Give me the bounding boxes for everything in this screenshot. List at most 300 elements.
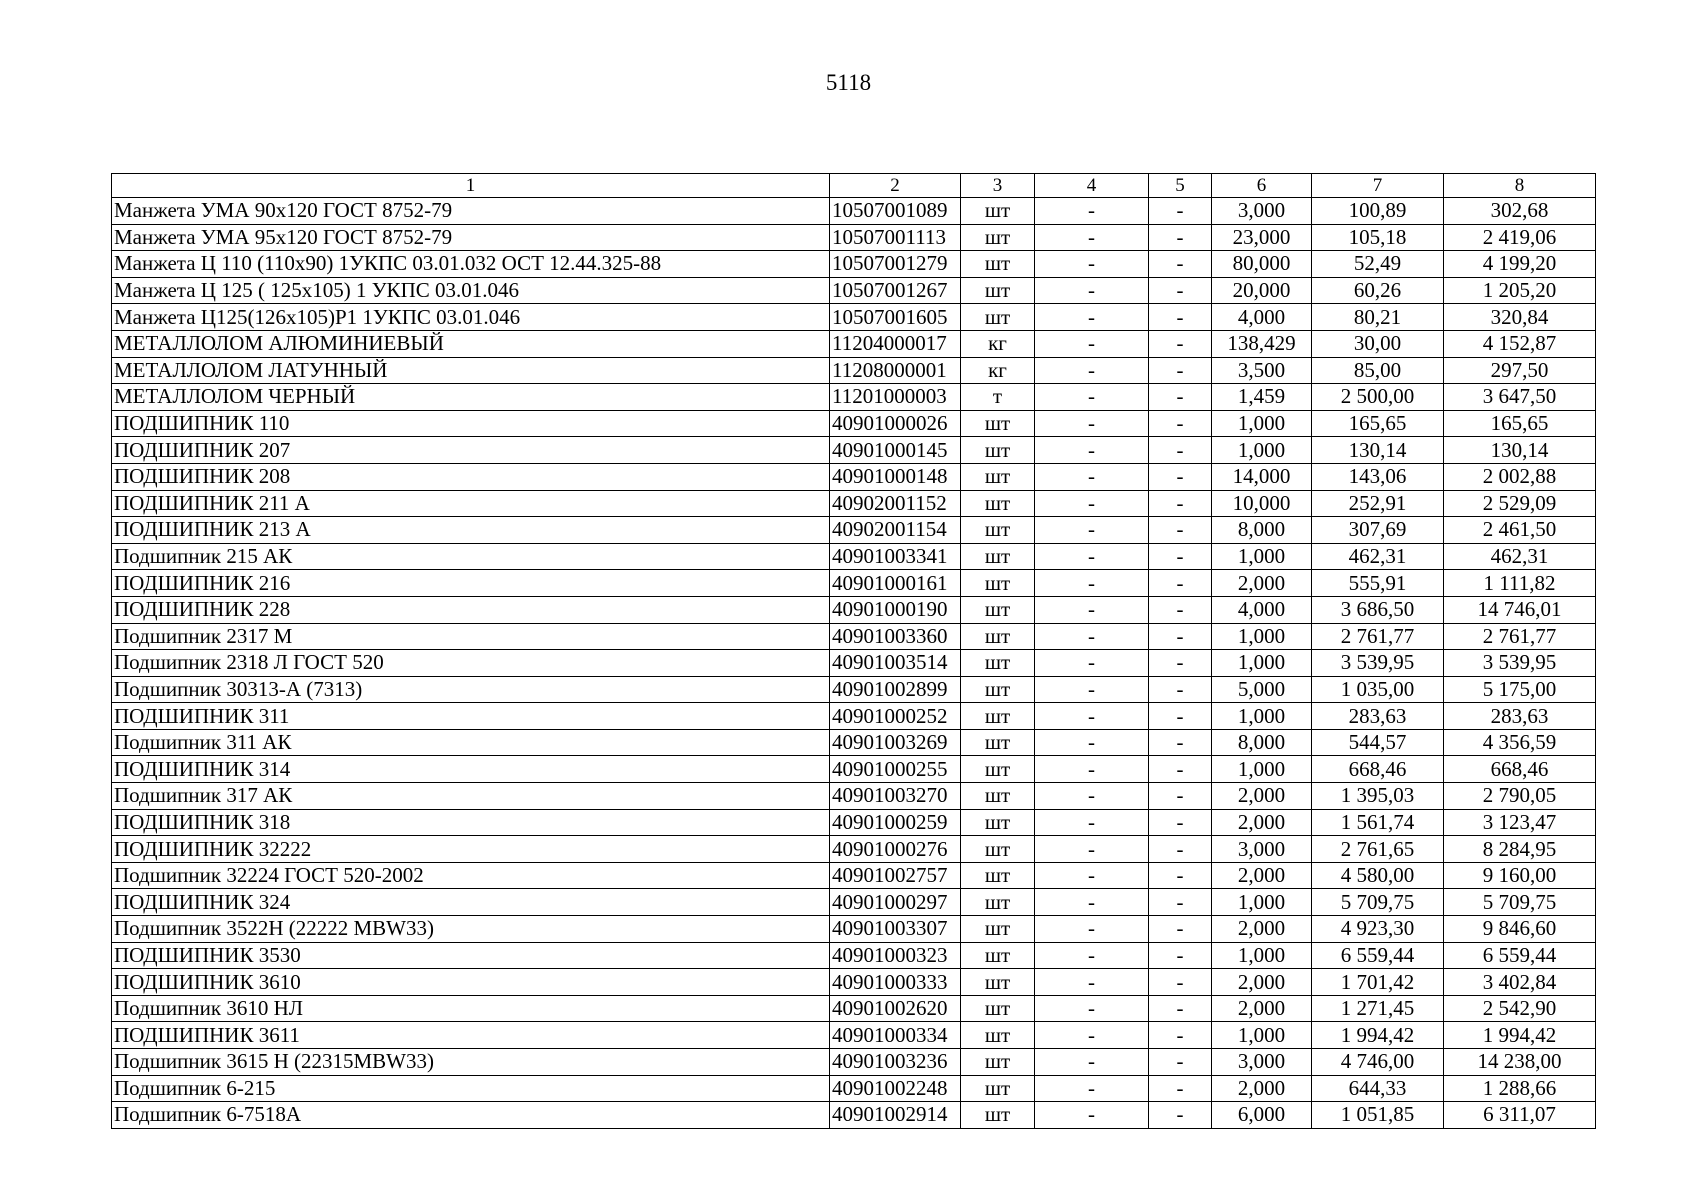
item-name-cell: ПОДШИПНИК 32222 <box>112 836 830 863</box>
col5-cell: - <box>1149 330 1212 357</box>
col4-cell: - <box>1035 357 1149 384</box>
col4-cell: - <box>1035 650 1149 677</box>
item-code-cell: 40901000276 <box>830 836 961 863</box>
sum-cell: 668,46 <box>1444 756 1596 783</box>
col5-cell: - <box>1149 969 1212 996</box>
quantity-cell: 4,000 <box>1212 304 1312 331</box>
col4-cell: - <box>1035 942 1149 969</box>
quantity-cell: 3,000 <box>1212 836 1312 863</box>
col5-cell: - <box>1149 676 1212 703</box>
table-row <box>112 862 1596 889</box>
table-row <box>112 543 1596 570</box>
col4-cell: - <box>1035 543 1149 570</box>
quantity-cell: 1,000 <box>1212 623 1312 650</box>
col4-cell: - <box>1035 623 1149 650</box>
sum-cell: 130,14 <box>1444 437 1596 464</box>
quantity-cell: 5,000 <box>1212 676 1312 703</box>
item-code-cell: 11201000003 <box>830 384 961 411</box>
item-name-cell: ПОДШИПНИК 318 <box>112 809 830 836</box>
col5-cell: - <box>1149 650 1212 677</box>
col5-cell: - <box>1149 490 1212 517</box>
price-cell: 462,31 <box>1312 543 1444 570</box>
col5-cell: - <box>1149 357 1212 384</box>
price-cell: 100,89 <box>1312 198 1444 225</box>
quantity-cell: 6,000 <box>1212 1102 1312 1129</box>
quantity-cell: 2,000 <box>1212 570 1312 597</box>
unit-cell: шт <box>961 995 1035 1022</box>
col4-cell: - <box>1035 517 1149 544</box>
sum-cell: 3 402,84 <box>1444 969 1596 996</box>
quantity-cell: 3,000 <box>1212 1049 1312 1076</box>
table-row <box>112 676 1596 703</box>
unit-cell: шт <box>961 916 1035 943</box>
item-code-cell: 10507001267 <box>830 277 961 304</box>
col4-cell: - <box>1035 1049 1149 1076</box>
table-row <box>112 995 1596 1022</box>
price-cell: 1 701,42 <box>1312 969 1444 996</box>
sum-cell: 5 175,00 <box>1444 676 1596 703</box>
item-code-cell: 40901000145 <box>830 437 961 464</box>
unit-cell: шт <box>961 1075 1035 1102</box>
item-name-cell: ПОДШИПНИК 216 <box>112 570 830 597</box>
sum-cell: 2 419,06 <box>1444 224 1596 251</box>
col5-cell: - <box>1149 756 1212 783</box>
item-code-cell: 40901003269 <box>830 729 961 756</box>
price-cell: 143,06 <box>1312 463 1444 490</box>
sum-cell: 165,65 <box>1444 410 1596 437</box>
item-code-cell: 10507001605 <box>830 304 961 331</box>
item-name-cell: Подшипник 317 АК <box>112 783 830 810</box>
item-code-cell: 10507001279 <box>830 251 961 278</box>
item-name-cell: Подшипник 6-215 <box>112 1075 830 1102</box>
page-number: 5118 <box>825 70 872 95</box>
col5-cell: - <box>1149 1102 1212 1129</box>
sum-cell: 2 542,90 <box>1444 995 1596 1022</box>
price-cell: 4 580,00 <box>1312 862 1444 889</box>
col4-cell: - <box>1035 1102 1149 1129</box>
sum-cell: 8 284,95 <box>1444 836 1596 863</box>
sum-cell: 3 123,47 <box>1444 809 1596 836</box>
sum-cell: 2 002,88 <box>1444 463 1596 490</box>
price-cell: 307,69 <box>1312 517 1444 544</box>
item-code-cell: 40902001154 <box>830 517 961 544</box>
item-name-cell: МЕТАЛЛОЛОМ ЧЕРНЫЙ <box>112 384 830 411</box>
item-code-cell: 40901000026 <box>830 410 961 437</box>
item-code-cell: 40901000252 <box>830 703 961 730</box>
table-row <box>112 889 1596 916</box>
price-cell: 3 686,50 <box>1312 596 1444 623</box>
col4-cell: - <box>1035 729 1149 756</box>
quantity-cell: 1,000 <box>1212 756 1312 783</box>
price-cell: 668,46 <box>1312 756 1444 783</box>
col4-cell: - <box>1035 224 1149 251</box>
quantity-cell: 1,000 <box>1212 410 1312 437</box>
quantity-cell: 14,000 <box>1212 463 1312 490</box>
quantity-cell: 1,000 <box>1212 942 1312 969</box>
header-cell-6: 6 <box>1212 174 1312 198</box>
item-name-cell: ПОДШИПНИК 213 А <box>112 517 830 544</box>
sum-cell: 1 111,82 <box>1444 570 1596 597</box>
unit-cell: кг <box>961 330 1035 357</box>
item-code-cell: 40901002757 <box>830 862 961 889</box>
table-row <box>112 703 1596 730</box>
item-code-cell: 10507001089 <box>830 198 961 225</box>
table-row <box>112 729 1596 756</box>
sum-cell: 5 709,75 <box>1444 889 1596 916</box>
col4-cell: - <box>1035 596 1149 623</box>
header-cell-5: 5 <box>1149 174 1212 198</box>
inventory-table <box>111 173 1596 1129</box>
sum-cell: 320,84 <box>1444 304 1596 331</box>
table-row <box>112 1022 1596 1049</box>
header-cell-1: 1 <box>112 174 830 198</box>
item-name-cell: ПОДШИПНИК 3610 <box>112 969 830 996</box>
price-cell: 85,00 <box>1312 357 1444 384</box>
price-cell: 644,33 <box>1312 1075 1444 1102</box>
table-row <box>112 942 1596 969</box>
unit-cell: шт <box>961 517 1035 544</box>
price-cell: 2 761,65 <box>1312 836 1444 863</box>
col5-cell: - <box>1149 224 1212 251</box>
unit-cell: шт <box>961 596 1035 623</box>
price-cell: 1 035,00 <box>1312 676 1444 703</box>
unit-cell: шт <box>961 756 1035 783</box>
table-row <box>112 1075 1596 1102</box>
quantity-cell: 2,000 <box>1212 783 1312 810</box>
sum-cell: 2 761,77 <box>1444 623 1596 650</box>
quantity-cell: 80,000 <box>1212 251 1312 278</box>
col5-cell: - <box>1149 570 1212 597</box>
quantity-cell: 1,000 <box>1212 650 1312 677</box>
unit-cell: шт <box>961 729 1035 756</box>
sum-cell: 1 205,20 <box>1444 277 1596 304</box>
unit-cell: шт <box>961 1102 1035 1129</box>
sum-cell: 462,31 <box>1444 543 1596 570</box>
quantity-cell: 2,000 <box>1212 995 1312 1022</box>
item-name-cell: МЕТАЛЛОЛОМ АЛЮМИНИЕВЫЙ <box>112 330 830 357</box>
price-cell: 60,26 <box>1312 277 1444 304</box>
table-row <box>112 277 1596 304</box>
table-row <box>112 517 1596 544</box>
price-cell: 1 271,45 <box>1312 995 1444 1022</box>
col4-cell: - <box>1035 570 1149 597</box>
table-row <box>112 357 1596 384</box>
quantity-cell: 1,000 <box>1212 703 1312 730</box>
table-row <box>112 836 1596 863</box>
item-code-cell: 40901003360 <box>830 623 961 650</box>
sum-cell: 14 746,01 <box>1444 596 1596 623</box>
sum-cell: 9 160,00 <box>1444 862 1596 889</box>
item-name-cell: Подшипник 30313-А (7313) <box>112 676 830 703</box>
quantity-cell: 3,000 <box>1212 198 1312 225</box>
header-cell-4: 4 <box>1035 174 1149 198</box>
item-code-cell: 40901000333 <box>830 969 961 996</box>
col5-cell: - <box>1149 304 1212 331</box>
col5-cell: - <box>1149 543 1212 570</box>
sum-cell: 14 238,00 <box>1444 1049 1596 1076</box>
price-cell: 1 994,42 <box>1312 1022 1444 1049</box>
col4-cell: - <box>1035 969 1149 996</box>
unit-cell: т <box>961 384 1035 411</box>
quantity-cell: 2,000 <box>1212 809 1312 836</box>
col5-cell: - <box>1149 1022 1212 1049</box>
header-row <box>112 174 1596 198</box>
table-row <box>112 650 1596 677</box>
unit-cell: шт <box>961 490 1035 517</box>
quantity-cell: 2,000 <box>1212 1075 1312 1102</box>
sum-cell: 4 199,20 <box>1444 251 1596 278</box>
sum-cell: 4 356,59 <box>1444 729 1596 756</box>
col4-cell: - <box>1035 916 1149 943</box>
col5-cell: - <box>1149 995 1212 1022</box>
item-code-cell: 40901002620 <box>830 995 961 1022</box>
sum-cell: 9 846,60 <box>1444 916 1596 943</box>
sum-cell: 1 288,66 <box>1444 1075 1596 1102</box>
price-cell: 52,49 <box>1312 251 1444 278</box>
item-name-cell: ПОДШИПНИК 208 <box>112 463 830 490</box>
col5-cell: - <box>1149 783 1212 810</box>
col5-cell: - <box>1149 1075 1212 1102</box>
col5-cell: - <box>1149 437 1212 464</box>
sum-cell: 302,68 <box>1444 198 1596 225</box>
unit-cell: шт <box>961 251 1035 278</box>
col4-cell: - <box>1035 463 1149 490</box>
unit-cell: шт <box>961 410 1035 437</box>
price-cell: 2 500,00 <box>1312 384 1444 411</box>
quantity-cell: 2,000 <box>1212 969 1312 996</box>
item-name-cell: ПОДШИПНИК 3611 <box>112 1022 830 1049</box>
sum-cell: 1 994,42 <box>1444 1022 1596 1049</box>
table-row <box>112 756 1596 783</box>
item-code-cell: 40901002899 <box>830 676 961 703</box>
unit-cell: шт <box>961 304 1035 331</box>
price-cell: 1 051,85 <box>1312 1102 1444 1129</box>
col4-cell: - <box>1035 437 1149 464</box>
item-code-cell: 40901003514 <box>830 650 961 677</box>
price-cell: 544,57 <box>1312 729 1444 756</box>
unit-cell: шт <box>961 836 1035 863</box>
col4-cell: - <box>1035 889 1149 916</box>
unit-cell: шт <box>961 783 1035 810</box>
price-cell: 165,65 <box>1312 410 1444 437</box>
quantity-cell: 2,000 <box>1212 862 1312 889</box>
table-row <box>112 410 1596 437</box>
unit-cell: шт <box>961 969 1035 996</box>
item-code-cell: 40901000323 <box>830 942 961 969</box>
item-name-cell: ПОДШИПНИК 228 <box>112 596 830 623</box>
item-code-cell: 40901003270 <box>830 783 961 810</box>
unit-cell: шт <box>961 650 1035 677</box>
item-name-cell: Манжета УМА 90x120 ГОСТ 8752-79 <box>112 198 830 225</box>
price-cell: 30,00 <box>1312 330 1444 357</box>
unit-cell: шт <box>961 1049 1035 1076</box>
col4-cell: - <box>1035 277 1149 304</box>
quantity-cell: 138,429 <box>1212 330 1312 357</box>
quantity-cell: 1,000 <box>1212 543 1312 570</box>
quantity-cell: 1,000 <box>1212 1022 1312 1049</box>
item-name-cell: Манжета Ц125(126x105)Р1 1УКПС 03.01.046 <box>112 304 830 331</box>
table-row <box>112 809 1596 836</box>
col4-cell: - <box>1035 410 1149 437</box>
sum-cell: 297,50 <box>1444 357 1596 384</box>
table-header <box>112 174 1596 198</box>
unit-cell: кг <box>961 357 1035 384</box>
sum-cell: 3 539,95 <box>1444 650 1596 677</box>
price-cell: 1 561,74 <box>1312 809 1444 836</box>
table-row <box>112 969 1596 996</box>
item-name-cell: ПОДШИПНИК 314 <box>112 756 830 783</box>
unit-cell: шт <box>961 1022 1035 1049</box>
col5-cell: - <box>1149 623 1212 650</box>
sum-cell: 2 529,09 <box>1444 490 1596 517</box>
item-code-cell: 40901003307 <box>830 916 961 943</box>
item-code-cell: 40901000297 <box>830 889 961 916</box>
sum-cell: 6 311,07 <box>1444 1102 1596 1129</box>
price-cell: 80,21 <box>1312 304 1444 331</box>
price-cell: 555,91 <box>1312 570 1444 597</box>
item-name-cell: ПОДШИПНИК 211 А <box>112 490 830 517</box>
col4-cell: - <box>1035 1022 1149 1049</box>
unit-cell: шт <box>961 809 1035 836</box>
item-name-cell: ПОДШИПНИК 110 <box>112 410 830 437</box>
col5-cell: - <box>1149 251 1212 278</box>
item-name-cell: Подшипник 311 АК <box>112 729 830 756</box>
col4-cell: - <box>1035 836 1149 863</box>
col5-cell: - <box>1149 836 1212 863</box>
col5-cell: - <box>1149 517 1212 544</box>
col5-cell: - <box>1149 384 1212 411</box>
item-name-cell: Подшипник 2318 Л ГОСТ 520 <box>112 650 830 677</box>
col5-cell: - <box>1149 862 1212 889</box>
unit-cell: шт <box>961 862 1035 889</box>
col4-cell: - <box>1035 330 1149 357</box>
unit-cell: шт <box>961 889 1035 916</box>
sum-cell: 2 790,05 <box>1444 783 1596 810</box>
col5-cell: - <box>1149 942 1212 969</box>
item-code-cell: 40901002914 <box>830 1102 961 1129</box>
sum-cell: 2 461,50 <box>1444 517 1596 544</box>
col4-cell: - <box>1035 1075 1149 1102</box>
unit-cell: шт <box>961 277 1035 304</box>
col4-cell: - <box>1035 783 1149 810</box>
table-row <box>112 596 1596 623</box>
col4-cell: - <box>1035 251 1149 278</box>
sum-cell: 283,63 <box>1444 703 1596 730</box>
unit-cell: шт <box>961 437 1035 464</box>
item-code-cell: 40901000259 <box>830 809 961 836</box>
unit-cell: шт <box>961 676 1035 703</box>
sum-cell: 4 152,87 <box>1444 330 1596 357</box>
table-row <box>112 437 1596 464</box>
price-cell: 3 539,95 <box>1312 650 1444 677</box>
col4-cell: - <box>1035 703 1149 730</box>
table-row <box>112 490 1596 517</box>
col4-cell: - <box>1035 490 1149 517</box>
item-code-cell: 40901000255 <box>830 756 961 783</box>
item-name-cell: Подшипник 3610 НЛ <box>112 995 830 1022</box>
header-cell-3: 3 <box>961 174 1035 198</box>
price-cell: 1 395,03 <box>1312 783 1444 810</box>
price-cell: 6 559,44 <box>1312 942 1444 969</box>
price-cell: 2 761,77 <box>1312 623 1444 650</box>
sum-cell: 6 559,44 <box>1444 942 1596 969</box>
quantity-cell: 23,000 <box>1212 224 1312 251</box>
item-code-cell: 40901003236 <box>830 1049 961 1076</box>
item-code-cell: 40901000190 <box>830 596 961 623</box>
unit-cell: шт <box>961 570 1035 597</box>
col5-cell: - <box>1149 277 1212 304</box>
col4-cell: - <box>1035 862 1149 889</box>
item-name-cell: Манжета Ц 125 ( 125x105) 1 УКПС 03.01.046 <box>112 277 830 304</box>
item-name-cell: ПОДШИПНИК 3530 <box>112 942 830 969</box>
col5-cell: - <box>1149 703 1212 730</box>
quantity-cell: 2,000 <box>1212 916 1312 943</box>
unit-cell: шт <box>961 623 1035 650</box>
unit-cell: шт <box>961 543 1035 570</box>
quantity-cell: 4,000 <box>1212 596 1312 623</box>
table-row <box>112 251 1596 278</box>
col5-cell: - <box>1149 463 1212 490</box>
item-name-cell: Подшипник 3615 Н (22315MBW33) <box>112 1049 830 1076</box>
table-row <box>112 198 1596 225</box>
unit-cell: шт <box>961 703 1035 730</box>
sum-cell: 3 647,50 <box>1444 384 1596 411</box>
quantity-cell: 10,000 <box>1212 490 1312 517</box>
unit-cell: шт <box>961 942 1035 969</box>
item-code-cell: 40901003341 <box>830 543 961 570</box>
col5-cell: - <box>1149 198 1212 225</box>
item-name-cell: МЕТАЛЛОЛОМ ЛАТУННЫЙ <box>112 357 830 384</box>
quantity-cell: 3,500 <box>1212 357 1312 384</box>
table-row <box>112 623 1596 650</box>
item-name-cell: ПОДШИПНИК 207 <box>112 437 830 464</box>
col5-cell: - <box>1149 916 1212 943</box>
item-name-cell: Подшипник 32224 ГОСТ 520-2002 <box>112 862 830 889</box>
item-name-cell: Подшипник 6-7518А <box>112 1102 830 1129</box>
item-name-cell: Манжета Ц 110 (110x90) 1УКПС 03.01.032 ОСТ 12.44.325-88 <box>112 251 830 278</box>
col5-cell: - <box>1149 1049 1212 1076</box>
price-cell: 105,18 <box>1312 224 1444 251</box>
table-row <box>112 224 1596 251</box>
col5-cell: - <box>1149 596 1212 623</box>
quantity-cell: 20,000 <box>1212 277 1312 304</box>
item-code-cell: 40901000334 <box>830 1022 961 1049</box>
item-code-cell: 40901000161 <box>830 570 961 597</box>
table-row <box>112 570 1596 597</box>
col4-cell: - <box>1035 756 1149 783</box>
col5-cell: - <box>1149 809 1212 836</box>
table-row <box>112 783 1596 810</box>
table-row <box>112 384 1596 411</box>
item-name-cell: Подшипник 2317 М <box>112 623 830 650</box>
table-row <box>112 330 1596 357</box>
price-cell: 5 709,75 <box>1312 889 1444 916</box>
item-code-cell: 40901000148 <box>830 463 961 490</box>
header-cell-2: 2 <box>830 174 961 198</box>
price-cell: 283,63 <box>1312 703 1444 730</box>
quantity-cell: 8,000 <box>1212 729 1312 756</box>
table-row <box>112 1102 1596 1129</box>
item-name-cell: Подшипник 215 АК <box>112 543 830 570</box>
col5-cell: - <box>1149 889 1212 916</box>
price-cell: 4 746,00 <box>1312 1049 1444 1076</box>
header-cell-7: 7 <box>1312 174 1444 198</box>
table-row <box>112 916 1596 943</box>
item-name-cell: Подшипник 3522Н (22222 MBW33) <box>112 916 830 943</box>
item-name-cell: Манжета УМА 95x120 ГОСТ 8752-79 <box>112 224 830 251</box>
col4-cell: - <box>1035 198 1149 225</box>
item-name-cell: ПОДШИПНИК 311 <box>112 703 830 730</box>
